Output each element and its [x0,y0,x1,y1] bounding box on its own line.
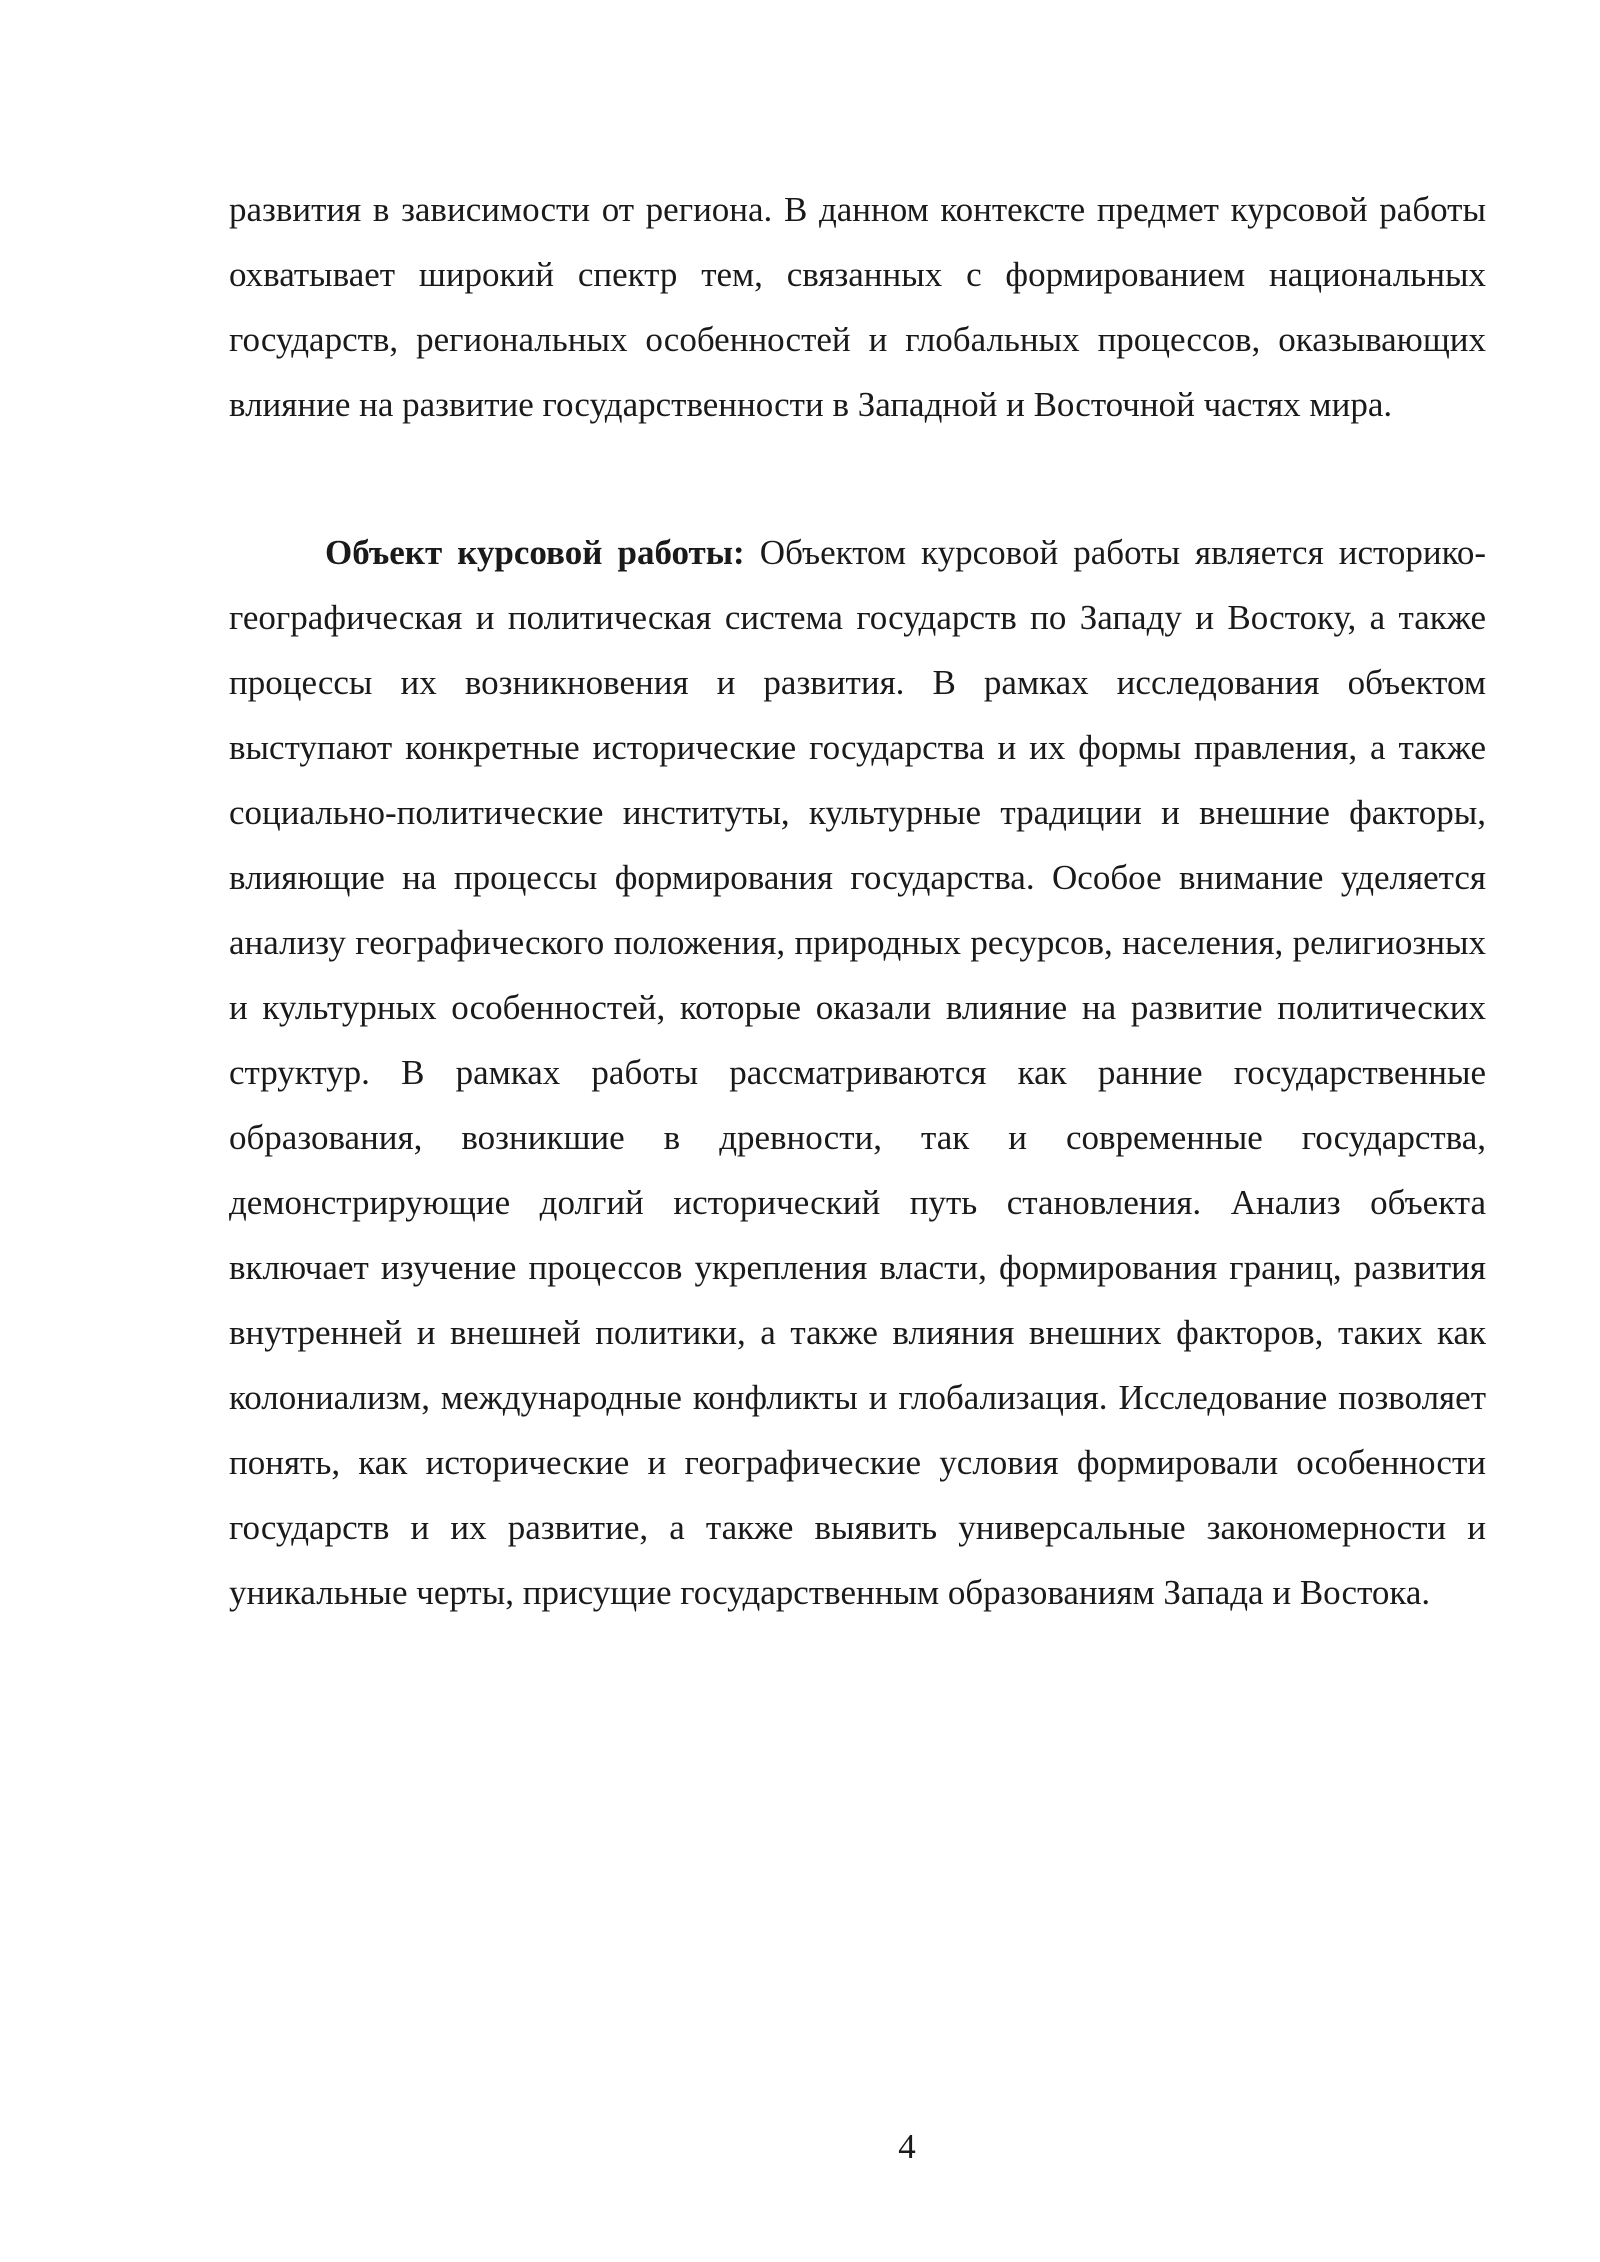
paragraph-subject-continuation: развития в зависимости от региона. В данном контексте предмет курсовой работы охватывает широкий спектр тем, связанных с формированием национальных государств, региональных особенностей и глобальных процессов, оказывающих влияние на развитие государственности в Западной и Восточной частях мира. [229,190,1486,424]
object-heading-lead: Объект курсовой работы: [325,533,745,572]
page-number: 4 [898,2127,916,2166]
object-paragraph-body: Объектом курсовой работы является историко-географическая и политическая система государств по Западу и Востоку, а также процессы их возникновения и развития. В рамках исследования объектом выступают конкретные исторические государства и их формы правления, а также социально-политические институты, культурные традиции и внешние факторы, влияющие на процессы формирования государства. Особое внимание уделяется анализу географического положения, природных ресурсов, населения, религиозных и культурных особенностей, которые оказали влияние на развитие политических структур. В рамках работы рассматриваются как ранние государственные образования, возникшие в древности, так и современные государства, демонстрирующие долгий исторический путь становления. Анализ объекта включает изучение процессов укрепления власти, формирования границ, развития внутренней и внешней политики, а также влияния внешних факторов, таких как колониализм, международные конфликты и глобализация. Исследование позволяет понять, как исторические и географические условия формировали особенности государств и их развитие, а также выявить универсальные закономерности и уникальные черты, присущие государственным образованиям Запада и Востока. [229,533,1486,1612]
paragraph-object [229,520,1486,1625]
